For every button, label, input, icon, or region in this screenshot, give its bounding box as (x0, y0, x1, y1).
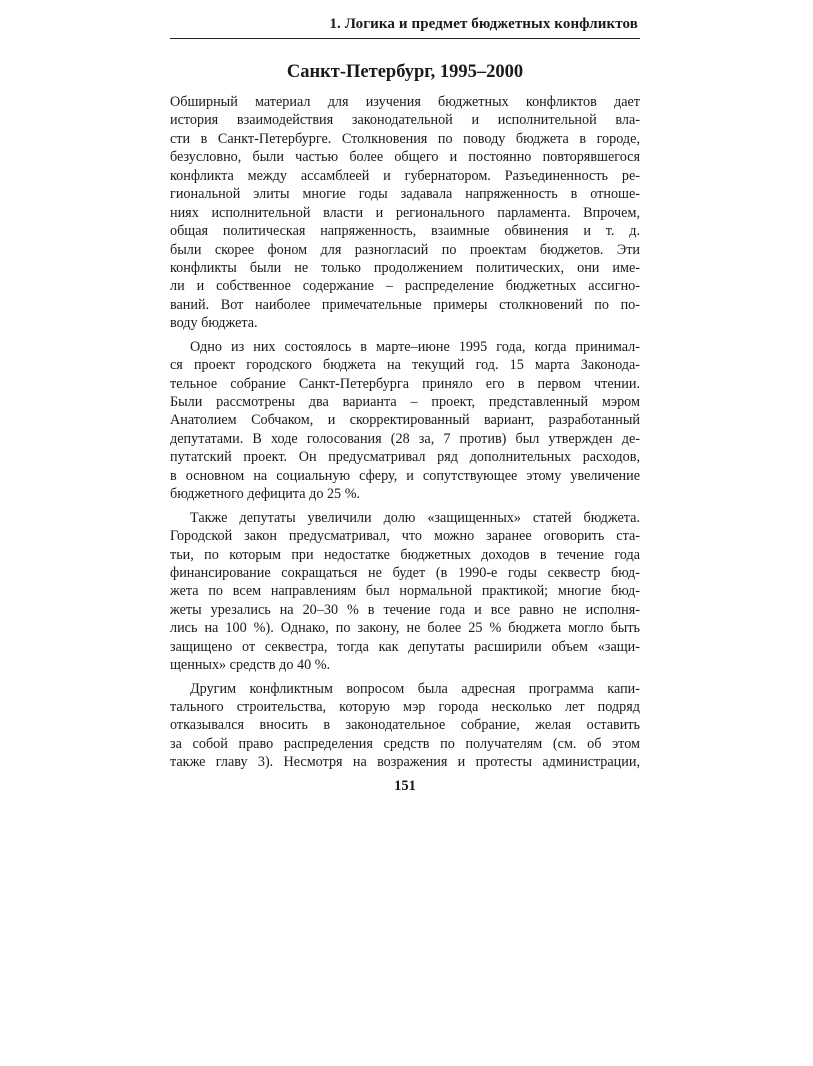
text-line: ваний. Вот наиболее примечательные примеры столкновений по по- (170, 296, 640, 313)
text-line: Анатолием Собчаком, и скорректированный вариант, разработанный (170, 412, 640, 429)
text-line: лись на 100 %). Однако, по закону, не более 25 % бюджета могло быть (170, 620, 640, 637)
text-line: ли и собственное содержание – распределение бюджетных ассигно- (170, 278, 640, 295)
section-title: Санкт-Петербург, 1995–2000 (286, 62, 524, 82)
header-rule (170, 38, 640, 39)
text-line: Также депутаты увеличили долю «защищенных» статей бюджета. (190, 509, 640, 526)
text-line: защищено от секвестра, тогда как депутаты расширили объем «защи- (170, 638, 640, 655)
text-line: жеты урезались на 20–30 % в течение года и все равно не исполня- (170, 601, 640, 618)
running-head: 1. Логика и предмет бюджетных конфликтов (329, 16, 638, 32)
paragraph-2 (170, 338, 640, 504)
text-line: за собой право распределения средств по получателям (см. об этом (170, 735, 640, 752)
text-line: бюджетного дефицита до 25 %. (170, 486, 361, 503)
text-line: тьи, по которым при недостатке бюджетных доходов в течение года (170, 546, 640, 563)
text-line: тельное собрание Санкт-Петербурга приняло его в первом чтении. (170, 375, 640, 392)
text-line: щенных» средств до 40 %. (170, 657, 331, 674)
text-line: отказывался вносить в законодательное собрание, желая оставить (170, 717, 640, 734)
text-line: общая политическая напряженность, взаимные обвинения и т. д. (170, 223, 640, 240)
text-line: история взаимодействия законодательной и исполнительной вла- (170, 112, 640, 129)
text-line: тального строительства, которую мэр города несколько лет подряд (170, 699, 640, 715)
book-page (170, 14, 640, 796)
text-line: путатский проект. Он предусматривал ряд дополнительных расходов, (170, 449, 640, 466)
text-line: воду бюджета. (170, 315, 258, 332)
text-line: Другим конфликтным вопросом была адресная программа капи- (190, 680, 640, 697)
text-line: также главу 3). Несмотря на возражения и протесты администрации, (170, 754, 640, 771)
paragraph-4 (170, 680, 640, 772)
text-line: были скорее фоном для разногласий по проектам бюджетов. Эти (170, 241, 640, 258)
text-line: Одно из них состоялось в марте–июне 1995 года, когда принимал- (190, 338, 640, 355)
text-line: сти в Санкт-Петербурге. Столкновения по поводу бюджета в городе, (170, 130, 640, 147)
text-line: гиональной элиты многие годы задавала напряженность в отноше- (170, 186, 640, 203)
text-line: финансирование сокращаться не будет (в 1990-е годы секвестр бюд- (170, 564, 640, 581)
text-line: безусловно, были частью более общего и постоянно повторявшегося (170, 149, 640, 166)
text-line: Городской закон предусматривал, что можно заранее оговорить ста- (170, 528, 640, 545)
text-line: Были рассмотрены два варианта – проект, представленный мэром (170, 394, 640, 410)
text-line: депутатами. В ходе голосования (28 за, 7 против) был утвержден де- (170, 430, 640, 447)
paragraph-3 (170, 509, 640, 675)
text-line: ниях исполнительной власти и регионального парламента. Впрочем, (170, 204, 640, 221)
text-line: конфликта между ассамблеей и губернатором. Разъединенность ре- (170, 167, 640, 184)
text-line: Обширный материал для изучения бюджетных конфликтов дает (170, 94, 640, 110)
text-line: конфликты были не только продолжением политических, они име- (170, 259, 640, 276)
text-line: в основном на социальную сферу, и сопутствующее этому увеличение (170, 467, 640, 484)
text-line: жета по всем направлениям был нормальной практикой; многие бюд- (170, 583, 640, 600)
paragraph-1 (170, 93, 640, 333)
text-line: ся проект городского бюджета на текущий год. 15 марта Законода- (170, 357, 640, 374)
body-text (170, 93, 640, 772)
page-number: 151 (394, 777, 416, 794)
